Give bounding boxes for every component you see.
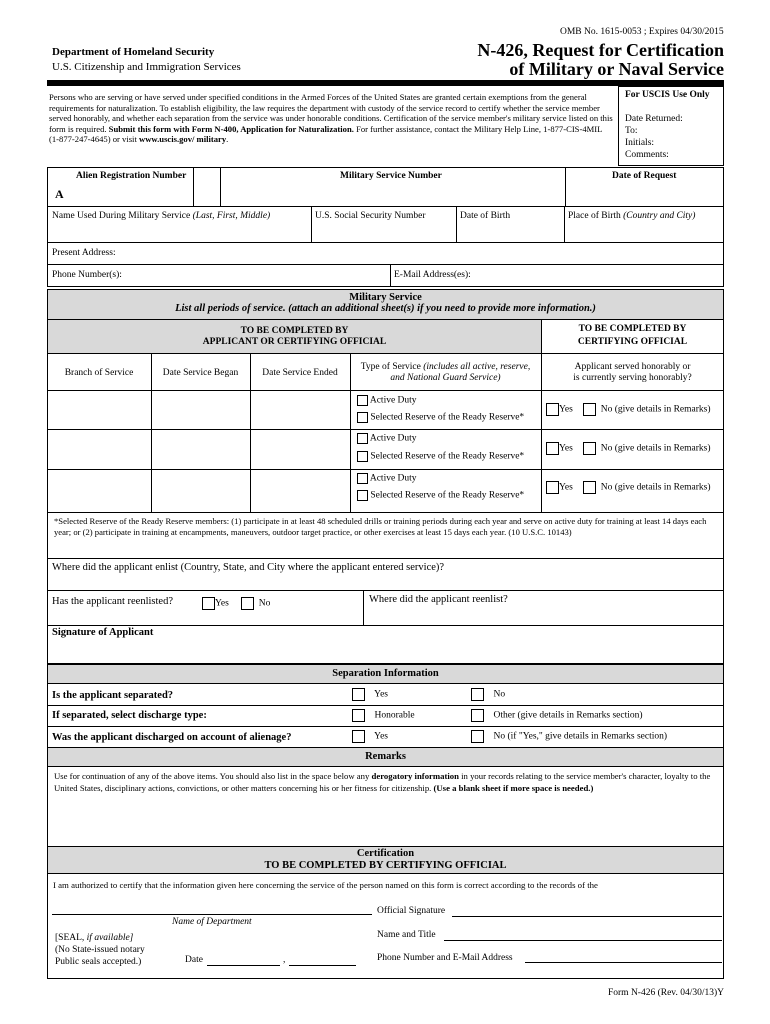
military-service-number-label: Military Service Number bbox=[340, 171, 442, 181]
intro-end: . bbox=[226, 134, 229, 145]
col-branch: Branch of Service bbox=[64, 368, 134, 378]
checkbox[interactable] bbox=[357, 490, 368, 501]
certification-header bbox=[47, 847, 724, 874]
checkbox[interactable] bbox=[546, 442, 559, 455]
intro-tail: For further assistance, contact the Military Help Line, 1-877-CIS-4MIL (1-877-247-4645) or visit bbox=[49, 123, 603, 145]
military-service-title: Military Service bbox=[349, 292, 422, 303]
form-title-line1: N-426, Request for Certification bbox=[477, 40, 724, 60]
honorable-no[interactable]: No (give details in Remarks) bbox=[583, 481, 711, 494]
name-title-label: Name and Title bbox=[377, 930, 436, 940]
checkbox[interactable] bbox=[546, 403, 559, 416]
checkbox[interactable] bbox=[471, 709, 484, 722]
reenlisted-no[interactable]: No bbox=[241, 597, 270, 610]
form-revision: Form N-426 (Rev. 04/30/13)Y bbox=[607, 988, 724, 998]
ssn-label: U.S. Social Security Number bbox=[315, 211, 426, 221]
uscis-date-returned: Date Returned: bbox=[625, 114, 683, 124]
seal-note-2: (No State-issued notary bbox=[55, 945, 145, 955]
uscis-initials: Initials: bbox=[625, 138, 655, 148]
phone-email-label: Phone Number and E-Mail Address bbox=[377, 953, 513, 963]
certification-title: Certification bbox=[356, 848, 415, 859]
remarks-title: Remarks bbox=[365, 751, 406, 762]
separation-header bbox=[47, 664, 724, 684]
checkbox[interactable] bbox=[357, 395, 368, 406]
separated-question: Is the applicant separated? bbox=[52, 690, 174, 701]
checkbox[interactable] bbox=[357, 451, 368, 462]
separation-title: Separation Information bbox=[332, 668, 439, 679]
separated-no[interactable]: No bbox=[471, 688, 505, 701]
date-label: Date bbox=[185, 955, 203, 965]
col-began: Date Service Began bbox=[162, 368, 239, 378]
branch-input[interactable] bbox=[48, 392, 150, 428]
checkbox[interactable] bbox=[357, 433, 368, 444]
date-comma: , bbox=[283, 955, 286, 965]
remarks-header bbox=[47, 748, 724, 767]
name-label: Name Used During Military Service (Last, First, Middle) bbox=[52, 211, 271, 221]
active-duty-option[interactable]: Active Duty bbox=[357, 473, 417, 485]
checkbox[interactable] bbox=[202, 597, 215, 610]
honorable-yes[interactable]: Yes bbox=[546, 481, 573, 494]
active-duty-option[interactable]: Active Duty bbox=[357, 433, 417, 445]
alien-reg-input[interactable] bbox=[68, 183, 188, 203]
checkbox[interactable] bbox=[583, 481, 596, 494]
date-line-1[interactable] bbox=[207, 965, 280, 966]
checkbox[interactable] bbox=[352, 709, 365, 722]
alienage-yes[interactable]: Yes bbox=[352, 730, 388, 743]
email-label: E-Mail Address(es): bbox=[394, 270, 471, 280]
uscis-use-box bbox=[618, 86, 724, 166]
official-signature-label: Official Signature bbox=[377, 906, 446, 916]
present-address-label: Present Address: bbox=[52, 248, 116, 258]
phone-email-row bbox=[47, 265, 724, 287]
department-name-line[interactable] bbox=[52, 914, 372, 915]
date-of-request-label: Date of Request bbox=[612, 171, 677, 181]
department-name-label: Name of Department bbox=[172, 917, 252, 927]
form-title-line2: of Military or Naval Service bbox=[509, 59, 724, 79]
reenlisted-yes[interactable]: Yes bbox=[202, 597, 229, 610]
checkbox[interactable] bbox=[352, 730, 365, 743]
checkbox[interactable] bbox=[357, 412, 368, 423]
date-began-input[interactable] bbox=[152, 431, 249, 468]
certification-subtitle: TO BE COMPLETED BY CERTIFYING OFFICIAL bbox=[264, 860, 507, 871]
phone-email-line[interactable] bbox=[525, 962, 722, 963]
uscis-link[interactable]: www.uscis.gov/ military bbox=[139, 134, 227, 145]
reserve-footnote: *Selected Reserve of the Ready Reserve members: (1) participate in at least 48 scheduled drills or training periods during each year and serve on active duty for training at least 14 days each year; or (2) participate in training at encampments, maneuvers, outdoor target practice, or other exercises at least 15 days each year. (10 U.S.C. 10143) bbox=[54, 516, 707, 537]
checkbox[interactable] bbox=[583, 442, 596, 455]
phone-label: Phone Number(s): bbox=[52, 270, 122, 280]
checkbox[interactable] bbox=[352, 688, 365, 701]
separated-yes[interactable]: Yes bbox=[352, 688, 388, 701]
uscis-use-title: For USCIS Use Only bbox=[625, 90, 710, 100]
certification-statement: I am authorized to certify that the information given here concerning the service of the person named on this form is correct according to the records of the bbox=[53, 880, 598, 890]
a-number-prefix: A bbox=[55, 187, 64, 201]
where-reenlist-question: Where did the applicant reenlist? bbox=[369, 594, 508, 605]
col-honorable: Applicant served honorably or is currently serving honorably? bbox=[573, 362, 692, 383]
signature-label: Signature of Applicant bbox=[52, 627, 154, 638]
reenlisted-question: Has the applicant reenlisted? bbox=[52, 596, 173, 607]
alien-reg-label: Alien Registration Number bbox=[76, 171, 187, 181]
date-ended-input[interactable] bbox=[251, 392, 349, 428]
discharge-honorable[interactable]: Honorable bbox=[352, 709, 415, 722]
discharge-other[interactable]: Other (give details in Remarks section) bbox=[471, 709, 643, 722]
date-ended-input[interactable] bbox=[251, 431, 349, 468]
checkbox[interactable] bbox=[241, 597, 254, 610]
date-line-2[interactable] bbox=[289, 965, 356, 966]
dob-label: Date of Birth bbox=[460, 211, 511, 221]
honorable-no[interactable]: No (give details in Remarks) bbox=[583, 403, 711, 416]
official-signature-line[interactable] bbox=[452, 916, 722, 917]
branch-input[interactable] bbox=[48, 471, 150, 512]
remarks-field[interactable] bbox=[47, 767, 724, 847]
honorable-no[interactable]: No (give details in Remarks) bbox=[583, 442, 711, 455]
uscis-comments: Comments: bbox=[625, 150, 669, 160]
honorable-yes[interactable]: Yes bbox=[546, 403, 573, 416]
omb-number: OMB No. 1615-0053 ; Expires 04/30/2015 bbox=[560, 27, 724, 37]
intro-bold: Submit this form with Form N-400, Application for Naturalization. bbox=[108, 123, 354, 134]
footnote-box bbox=[47, 513, 724, 559]
checkbox[interactable] bbox=[583, 403, 596, 416]
honorable-yes[interactable]: Yes bbox=[546, 442, 573, 455]
seal-note: [SEAL, if available] bbox=[55, 933, 134, 943]
branch-input[interactable] bbox=[48, 431, 150, 468]
military-service-number-input[interactable] bbox=[222, 183, 562, 203]
military-service-subtitle: List all periods of service. (attach an additional sheet(s) if you need to provide more information.) bbox=[175, 303, 596, 314]
date-of-request-input[interactable] bbox=[568, 183, 720, 203]
military-service-header bbox=[47, 289, 724, 320]
enlist-question: Where did the applicant enlist (Country, State, and City where the applicant entered service)? bbox=[52, 562, 445, 573]
checkbox[interactable] bbox=[471, 730, 484, 743]
present-address-field[interactable] bbox=[47, 243, 724, 265]
applicant-header: TO BE COMPLETED BY APPLICANT OR CERTIFYING OFFICIAL bbox=[47, 320, 542, 354]
certifying-header: TO BE COMPLETED BY CERTIFYING OFFICIAL bbox=[542, 320, 724, 354]
department-name: Department of Homeland Security bbox=[52, 46, 215, 58]
discharge-type-question: If separated, select discharge type: bbox=[52, 710, 207, 721]
date-ended-input[interactable] bbox=[251, 471, 349, 512]
pob-label: Place of Birth (Country and City) bbox=[568, 211, 696, 221]
checkbox[interactable] bbox=[546, 481, 559, 494]
active-duty-option[interactable]: Active Duty bbox=[357, 395, 417, 407]
alienage-no[interactable]: No (if "Yes," give details in Remarks section) bbox=[471, 730, 667, 743]
date-began-input[interactable] bbox=[152, 471, 249, 512]
name-title-line[interactable] bbox=[444, 940, 722, 941]
reserve-option[interactable]: Selected Reserve of the Ready Reserve* bbox=[357, 412, 524, 424]
col-ended: Date Service Ended bbox=[262, 368, 338, 378]
alienage-question: Was the applicant discharged on account of alienage? bbox=[52, 732, 292, 743]
date-began-input[interactable] bbox=[152, 392, 249, 428]
uscis-to: To: bbox=[625, 126, 638, 136]
reserve-option[interactable]: Selected Reserve of the Ready Reserve* bbox=[357, 451, 524, 463]
seal-note-3: Public seals accepted.) bbox=[55, 957, 142, 967]
remarks-instructions: Use for continuation of any of the above items. You should also list in the space below any derogatory information in your records relating to the service member's character, loyalty to the United States, disciplinary actions, convictions, or other matters concerning his or her fitness for citizenship. (Use a blank sheet if more space is needed.) bbox=[54, 771, 711, 793]
reserve-option[interactable]: Selected Reserve of the Ready Reserve* bbox=[357, 490, 524, 502]
checkbox[interactable] bbox=[357, 473, 368, 484]
checkbox[interactable] bbox=[471, 688, 484, 701]
intro-paragraph bbox=[49, 92, 614, 145]
col-type: Type of Service (includes all active, reserve, and National Guard Service) bbox=[360, 362, 531, 383]
intro-text: Persons who are serving or have served under specified conditions in the Armed Forces of the United States are granted certain exemptions from the general requirements for naturalization. To establish eligibility, the law requires the department with custody of the service record to certify whether the service member served honorably, and whether each separation from the service was under honorable conditions. Certification of the service member's military service listed on this form is required. bbox=[49, 92, 613, 134]
agency-name: U.S. Citizenship and Immigration Services bbox=[52, 61, 241, 73]
